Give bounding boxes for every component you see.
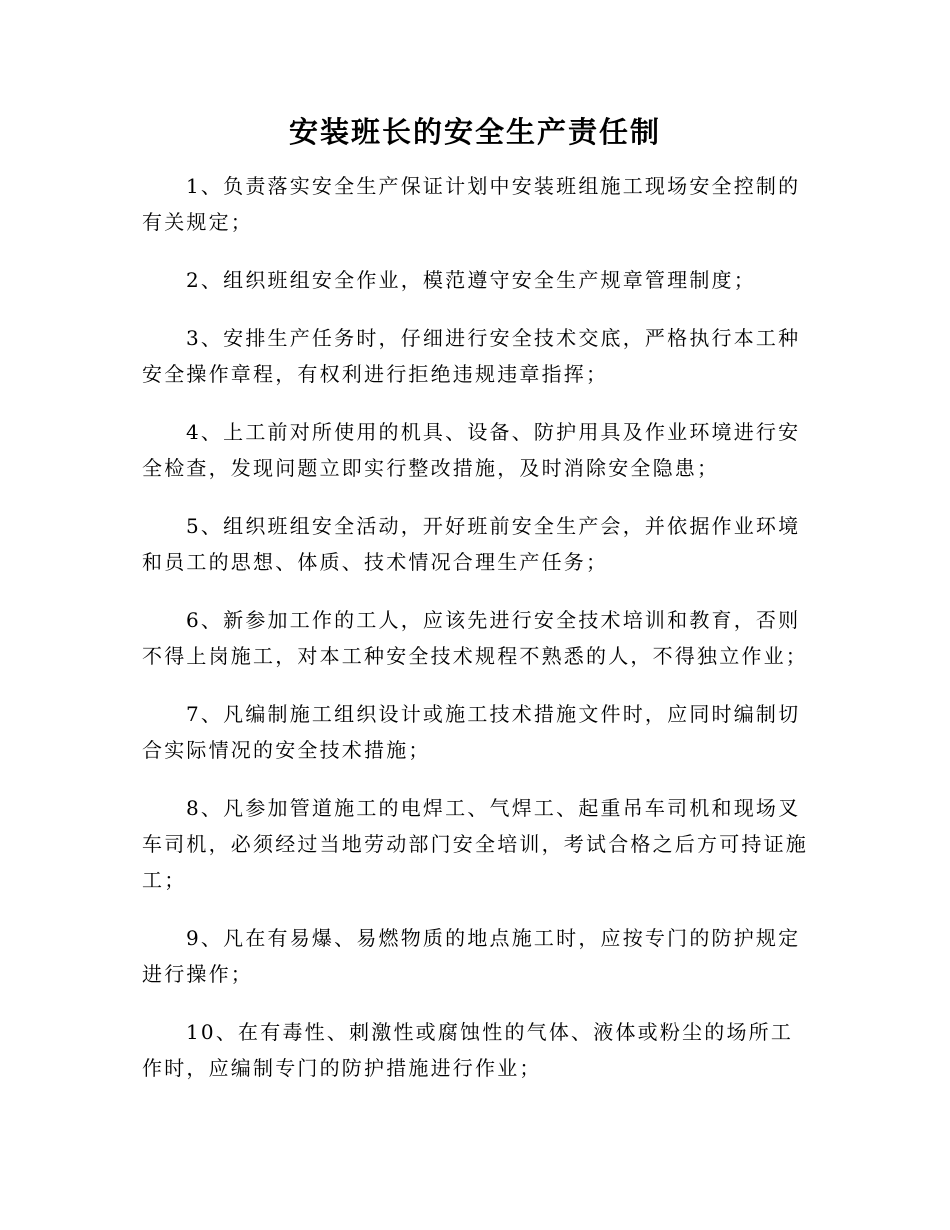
- clause-10: 10、在有毒性、刺激性或腐蚀性的气体、液体或粉尘的场所工作时，应编制专门的防护措施进行作业；: [142, 1020, 794, 1080]
- clause-6: 6、新参加工作的工人，应该先进行安全技术培训和教育，否则不得上岗施工，对本工种安全技术规程不熟悉的人，不得独立作业；: [142, 608, 808, 668]
- clause-list: [142, 168, 808, 1108]
- clause-4: 4、上工前对所使用的机具、设备、防护用具及作业环境进行安全检查，发现问题立即实行整改措施，及时消除安全隐患；: [142, 420, 801, 480]
- clause-8: 8、凡参加管道施工的电焊工、气焊工、起重吊车司机和现场叉车司机，必须经过当地劳动部门安全培训，考试合格之后方可持证施工；: [142, 796, 808, 892]
- clause-5: 5、组织班组安全活动，开好班前安全生产会，并依据作业环境和员工的思想、体质、技术情况合理生产任务；: [142, 514, 801, 574]
- clause-1: 1、负责落实安全生产保证计划中安装班组施工现场安全控制的有关规定；: [142, 174, 801, 234]
- clause-3: 3、安排生产任务时，仔细进行安全技术交底，严格执行本工种安全操作章程，有权利进行拒绝违规违章指挥；: [142, 326, 801, 386]
- clause-7: 7、凡编制施工组织设计或施工技术措施文件时，应同时编制切合实际情况的安全技术措施；: [142, 702, 801, 762]
- clause-9: 9、凡在有易爆、易燃物质的地点施工时，应按专门的防护规定进行操作；: [142, 926, 801, 986]
- document-title: 安装班长的安全生产责任制: [288, 115, 661, 149]
- clause-2: 2、组织班组安全作业，模范遵守安全生产规章管理制度；: [186, 268, 756, 292]
